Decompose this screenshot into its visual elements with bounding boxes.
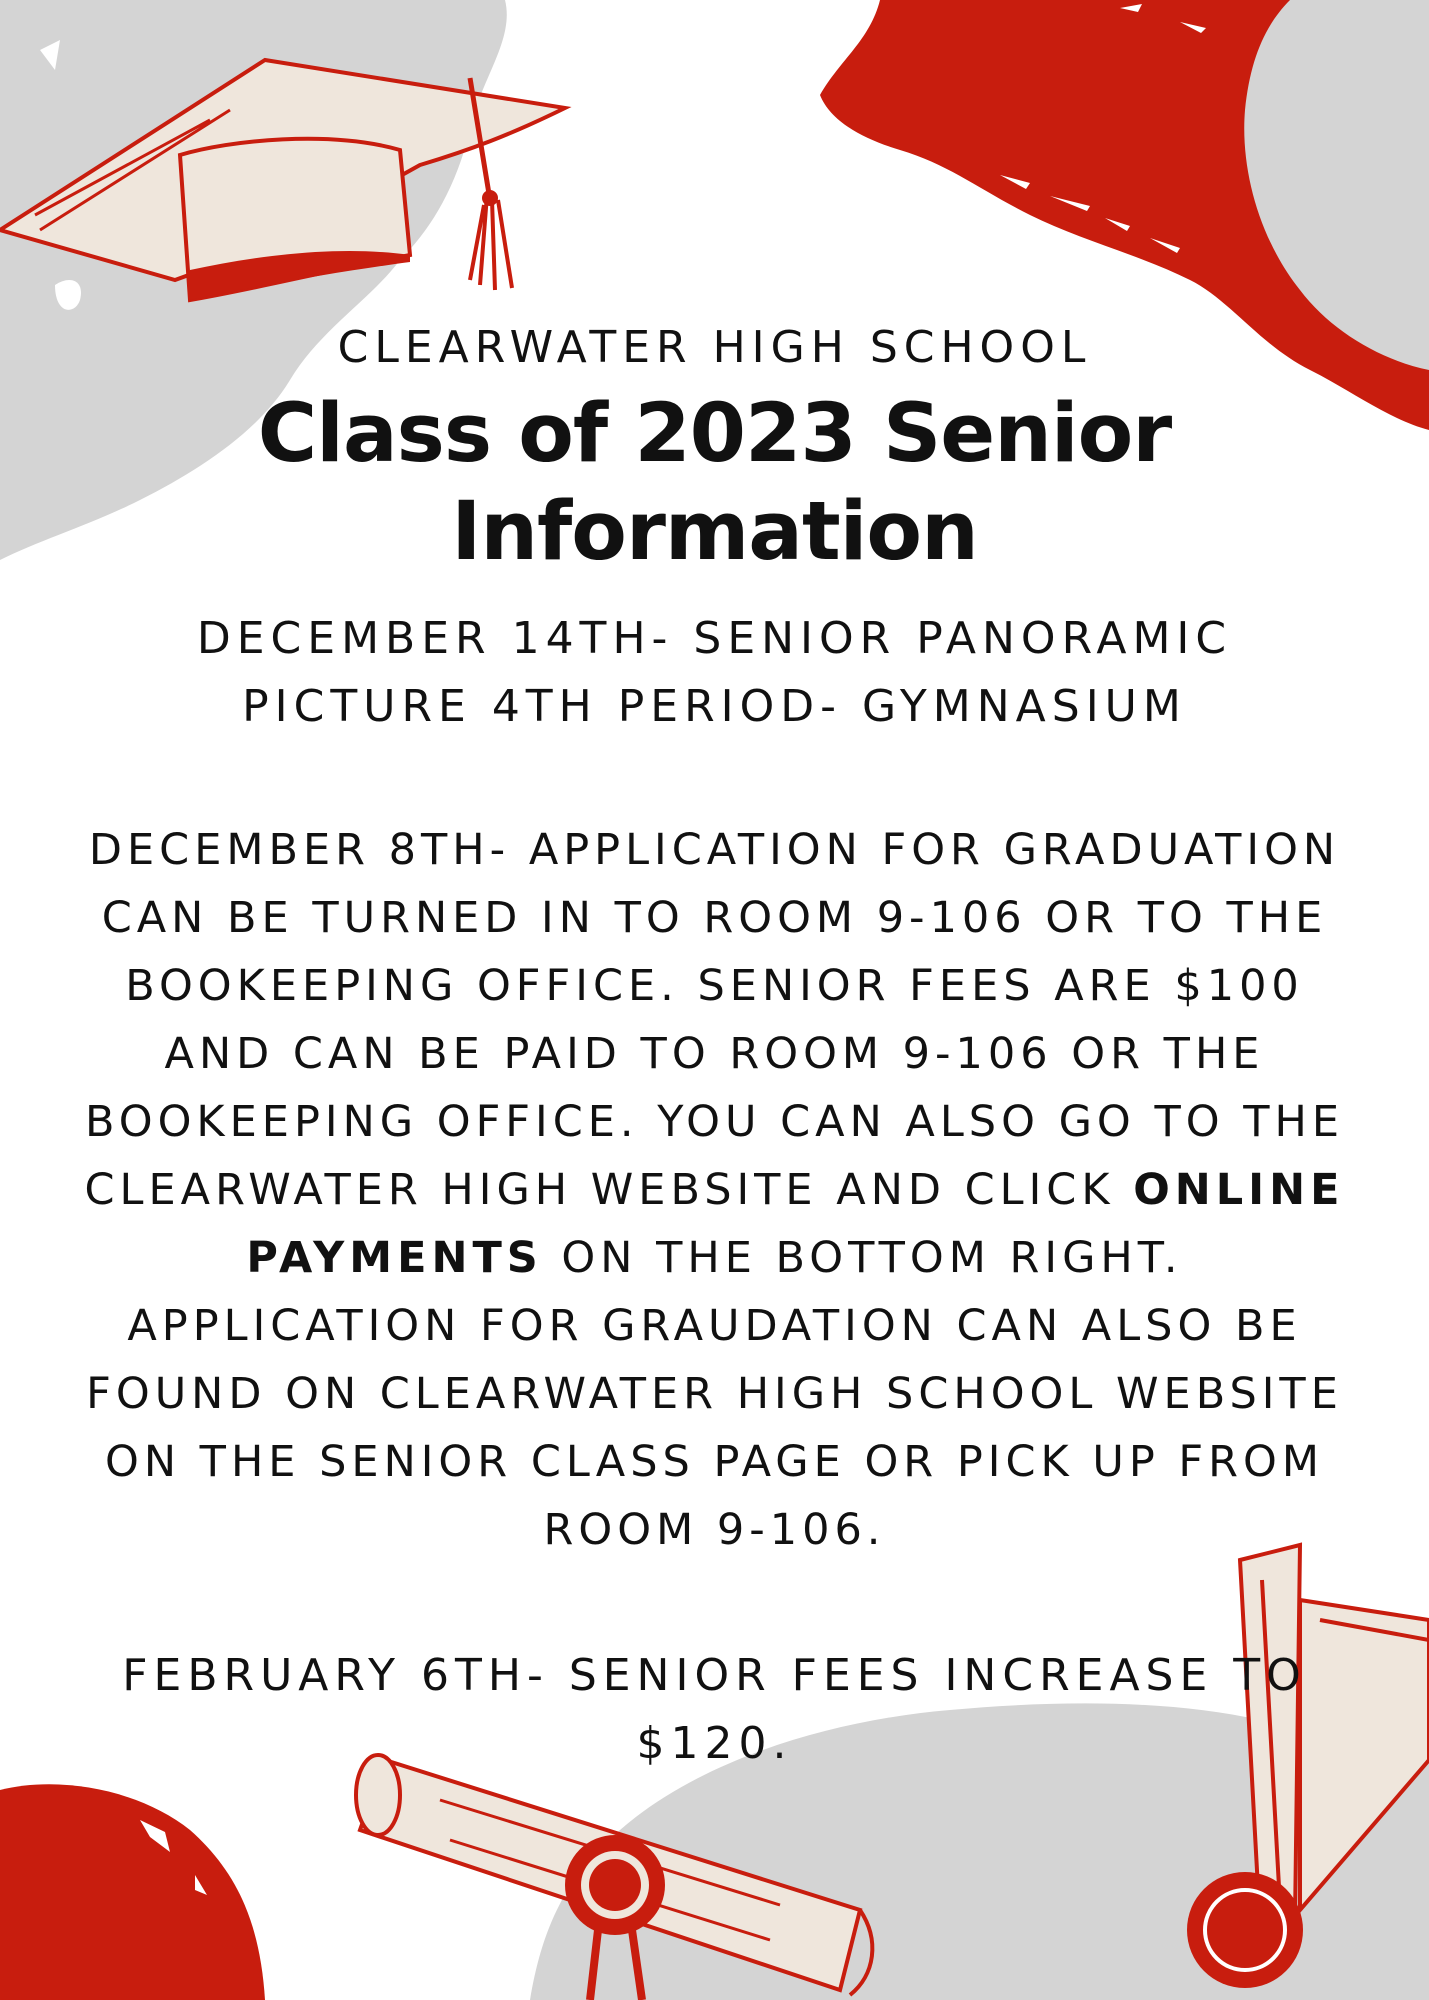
page-title [0,385,1429,581]
online-payments-label: PAYMENTS [246,1233,543,1283]
notice-line: FOUND ON CLEARWATER HIGH SCHOOL WEBSITE [86,1369,1343,1419]
notice-text: CLEARWATER HIGH WEBSITE AND CLICK [84,1165,1134,1215]
title-line: Class of 2023 Senior [257,387,1172,481]
online-payments-label: ONLINE [1133,1165,1345,1215]
notice-line [0,1224,1429,1292]
notice-line: ROOM 9-106. [543,1505,886,1555]
notice-line: DECEMBER 14TH- SENIOR PANORAMIC [196,613,1233,664]
notice-line: DECEMBER 8TH- APPLICATION FOR GRADUATION [88,825,1341,875]
notice-line [0,1156,1429,1224]
school-name: CLEARWATER HIGH SCHOOL [337,322,1092,373]
notice-line: ON THE SENIOR CLASS PAGE OR PICK UP FROM [105,1437,1324,1487]
notice-line: AND CAN BE PAID TO ROOM 9-106 OR THE [164,1029,1265,1079]
notice-line: BOOKEEPING OFFICE. YOU CAN ALSO GO TO THE [84,1097,1344,1147]
notice-line: CAN BE TURNED IN TO ROOM 9-106 OR TO THE [101,893,1328,943]
notice-line: $120. [636,1718,793,1769]
graduation-application-notice [0,816,1429,1564]
notice-text: ON THE BOTTOM RIGHT. [542,1233,1183,1283]
title-line: Information [451,485,978,579]
notice-line: FEBRUARY 6TH- SENIOR FEES INCREASE TO [122,1650,1307,1701]
fee-increase-notice [0,1642,1429,1778]
notice-line: PICTURE 4TH PERIOD- GYMNASIUM [242,681,1187,732]
panoramic-picture-notice [0,605,1429,741]
notice-line: BOOKEEPING OFFICE. SENIOR FEES ARE $100 [125,961,1304,1011]
notice-line: APPLICATION FOR GRAUDATION CAN ALSO BE [127,1301,1302,1351]
